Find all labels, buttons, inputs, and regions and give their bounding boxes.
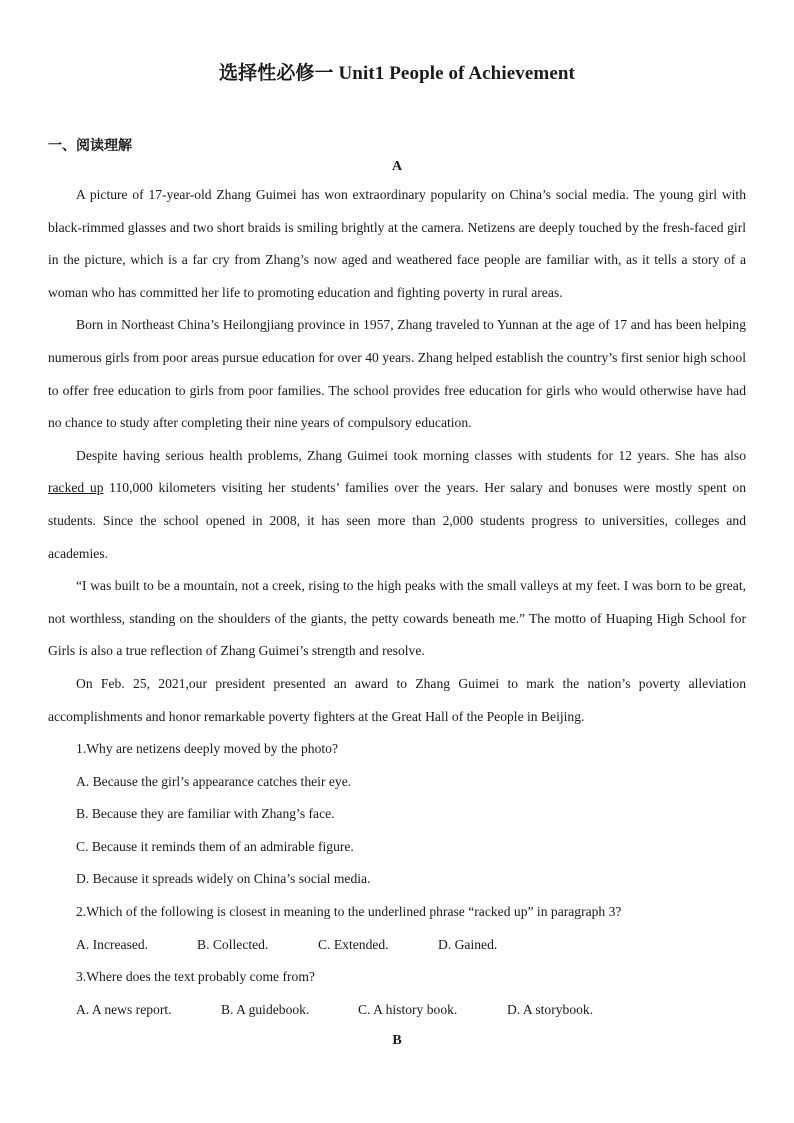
page-title: 选择性必修一 Unit1 People of Achievement: [219, 63, 575, 84]
question-1-stem: 1.Why are netizens deeply moved by the photo?: [76, 741, 338, 757]
question-2-option-c: C. Extended.: [318, 936, 389, 952]
passage-paragraph-1: A picture of 17-year-old Zhang Guimei has won extraordinary popularity on China’s social media. The young girl with black-rimmed glasses and two short braids is smiling brightly at the camera. Netizens are deeply touched by the fresh-faced girl in the picture, which is a far cry from Zhang’s now aged and weathered face people are familiar with, as it tells a story of a woman who has committed her life to promoting education and fighting poverty in rural areas.: [48, 187, 746, 300]
question-1-option-a: A. Because the girl’s appearance catches their eye.: [76, 773, 352, 789]
passage-b-label: B: [392, 1033, 402, 1048]
passage-a-body: [48, 179, 746, 1026]
paragraph-3-text-after: 110,000 kilometers visiting her students’ families over the years. Her salary and bonuses were mostly spent on students. Since the school opened in 2008, it has seen more than 2,000 students progress to universities, colleges and academies.: [48, 480, 746, 561]
passage-paragraph-2: Born in Northeast China’s Heilongjiang province in 1957, Zhang traveled to Yunnan at the age of 17 and has been helping numerous girls from poor areas pursue education for over 40 years. Zhang helped establish the country’s first senior high school to offer free education to girls from poor families. The school provides free education for girls who would otherwise have had no chance to study after completing their nine years of compulsory education.: [48, 317, 746, 431]
passage-a-label: A: [391, 159, 403, 174]
question-3-stem: 3.Where does the text probably come from?: [76, 969, 315, 985]
passage-paragraph-3: [48, 440, 746, 570]
question-1-option-d: D. Because it spreads widely on China’s social media.: [76, 871, 371, 887]
passage-paragraph-4: “I was built to be a mountain, not a creek, rising to the high peaks with the small valleys at my feet. I was born to be great, not worthless, standing on the shoulders of the giants, the petty cowards beneath me.” The motto of Huaping High School for Girls is also a true reflection of Zhang Guimei’s strength and resolve.: [48, 578, 746, 659]
question-3-options: [48, 994, 746, 1027]
passage-paragraph-5: On Feb. 25, 2021,our president presented an award to Zhang Guimei to mark the nation’s poverty alleviation accomplishments and honor remarkable poverty fighters at the Great Hall of the People in Beijing.: [48, 675, 746, 724]
question-3-option-b: B. A guidebook.: [221, 1001, 310, 1017]
question-2-option-a: A. Increased.: [76, 936, 149, 952]
question-3-option-d: D. A storybook.: [507, 1001, 594, 1017]
underlined-phrase: racked up: [48, 480, 104, 496]
question-1-option-b: B. Because they are familiar with Zhang’s face.: [76, 806, 335, 822]
question-2-options: [48, 929, 746, 962]
question-3-option-a: A. A news report.: [76, 1001, 172, 1017]
question-3-option-c: C. A history book.: [358, 1001, 458, 1017]
question-2-option-d: D. Gained.: [438, 936, 498, 952]
question-2-stem: 2.Which of the following is closest in meaning to the underlined phrase “racked up” in paragraph 3?: [76, 904, 622, 920]
question-1-option-c: C. Because it reminds them of an admirable figure.: [76, 838, 354, 854]
section-heading: 一、阅读理解: [48, 139, 132, 154]
paragraph-3-text-before: Despite having serious health problems, Zhang Guimei took morning classes with students for 12 years. She has also: [76, 447, 746, 463]
question-2-option-b: B. Collected.: [197, 936, 269, 952]
